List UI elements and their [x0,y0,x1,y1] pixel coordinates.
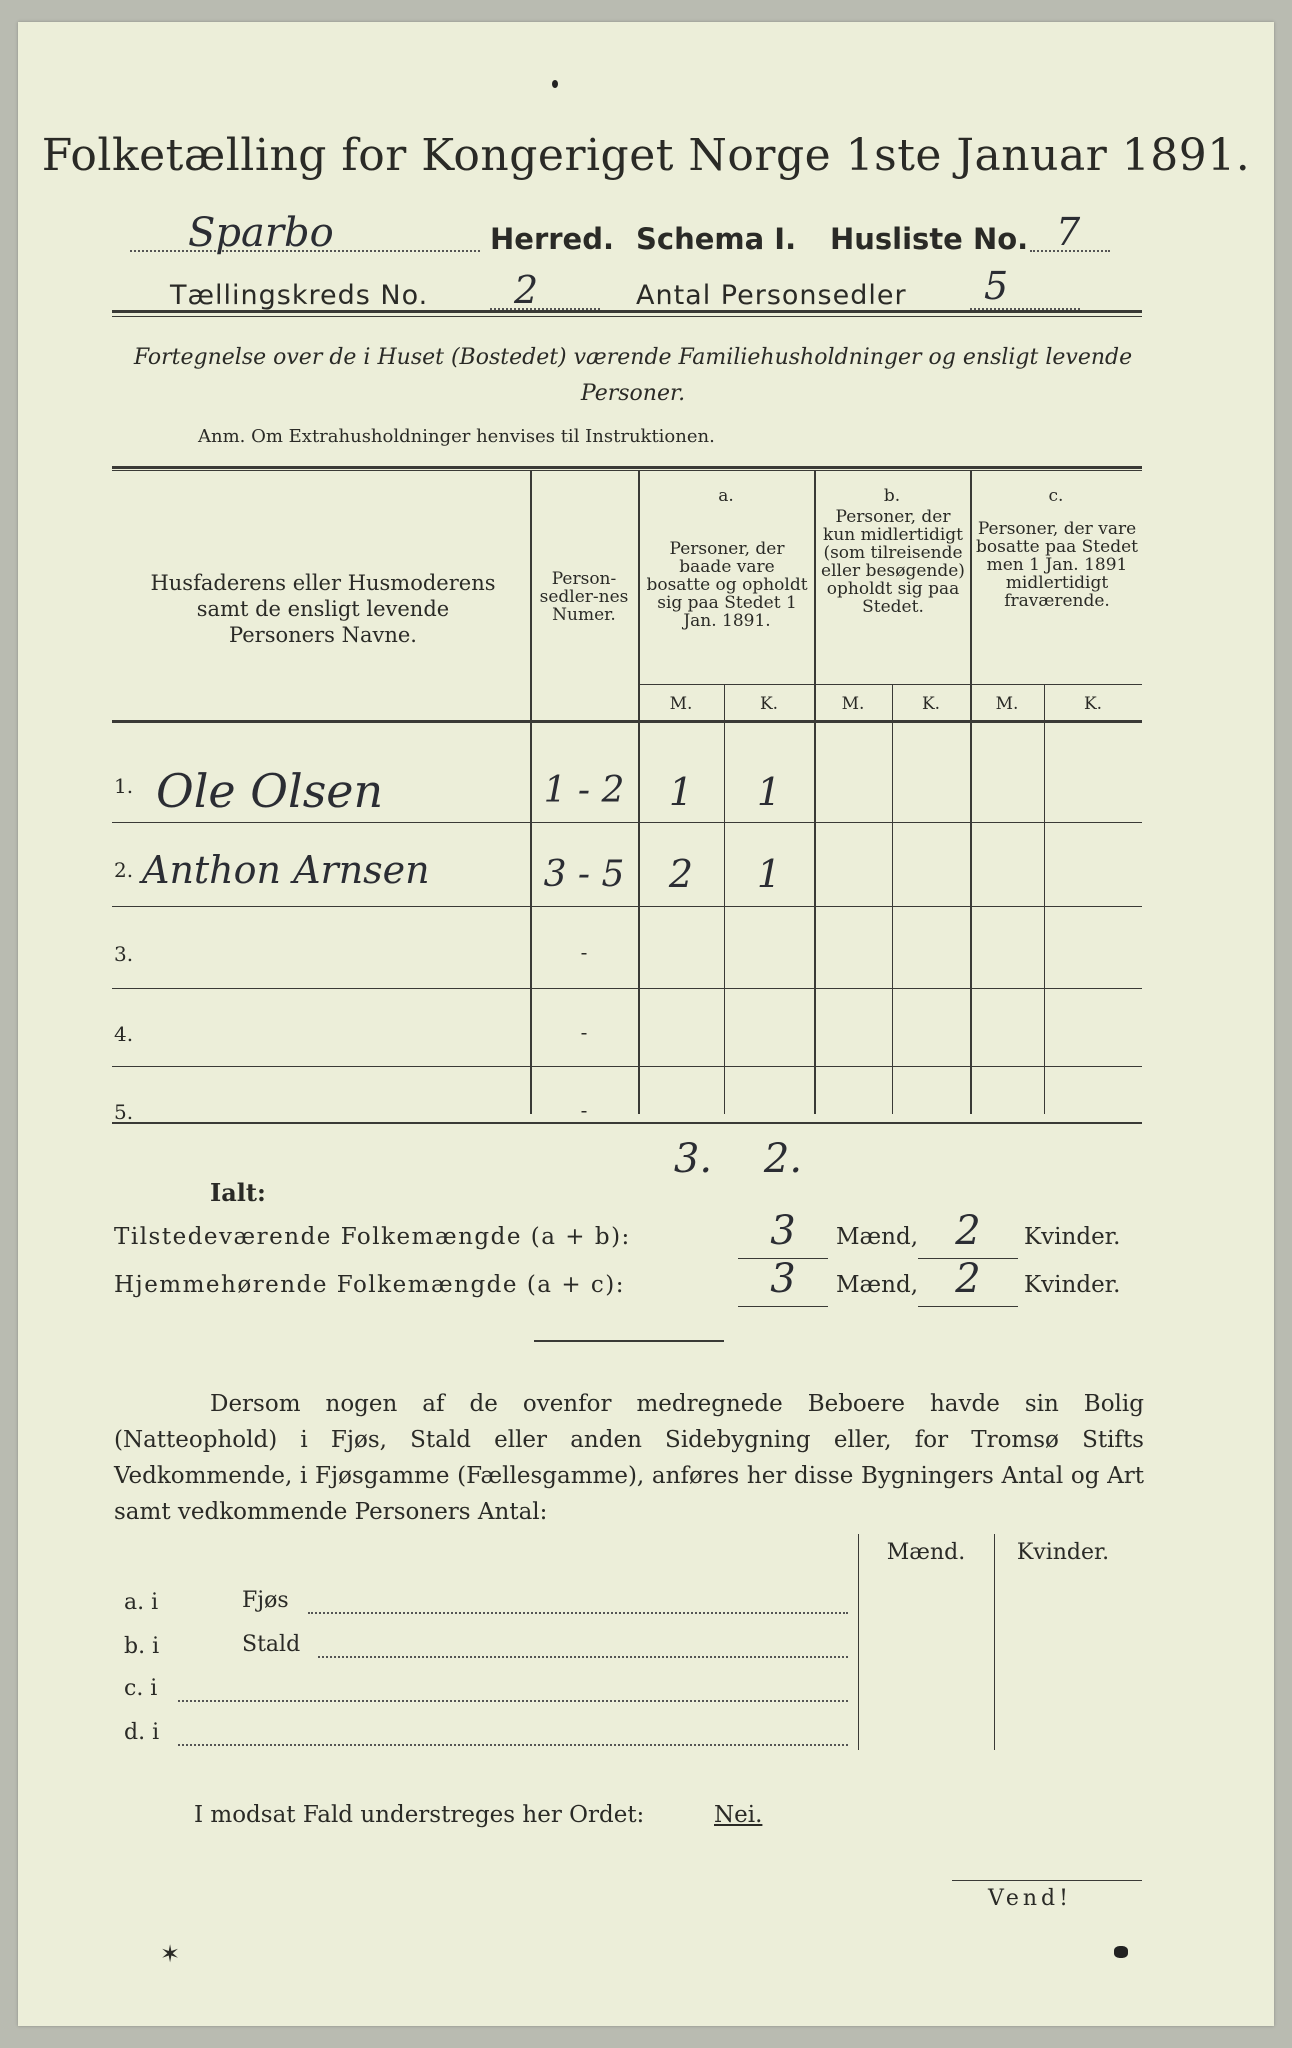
husliste-label: Husliste No. [830,222,1029,256]
building-leader [318,1656,848,1658]
row-rule [112,988,1142,989]
building-leader [308,1612,848,1614]
form-subtitle: Fortegnelse over de i Huset (Bostedet) værende Familiehusholdninger og ensligt levende Personer. [133,345,1133,406]
building-letter: a. i [124,1590,159,1615]
hjemme-k: 2 [955,1256,981,1302]
row-numer: 3 - 5 [543,854,625,895]
buildings-divider [994,1534,995,1750]
col-divider [1044,684,1045,1114]
row-name: Ole Olsen [156,764,384,818]
table-bottom-rule [112,1122,1142,1124]
col-c-k: K. [1083,694,1103,714]
row-rule [112,1066,1142,1067]
col-c-m: M. [995,694,1019,714]
anm-note: Anm. Om Extrahusholdninger henvises til Instruktionen. [198,426,715,447]
separator-rule [534,1340,724,1342]
schema-label: Schema I. [636,222,797,256]
tilsted-k: 2 [955,1208,981,1254]
row-name: Anthon Arnsen [142,848,430,892]
buildings-divider [858,1534,859,1750]
col-b-header: Personer, der kun midlertidigt (som tilreisende eller besøgende) opholdt sig paa Stedet. [821,507,965,617]
row-a-m: 1 [668,770,694,814]
col-a-k: K. [759,694,779,714]
row-a-k: 1 [756,770,782,814]
kreds-label: Tællingskreds No. [170,280,429,311]
col-divider [724,684,725,1114]
row-numer: - [580,1098,588,1122]
footer-instruction: I modsat Fald understreges her Ordet: [194,1802,645,1828]
buildings-maend-header: Mænd. [886,1540,966,1565]
ink-mark [552,80,558,88]
building-letter: c. i [124,1676,158,1701]
ink-mark [1114,1946,1128,1958]
row-number: 2. [114,858,134,882]
row-a-k: 1 [756,852,782,896]
col-a-letter: a. [718,486,734,506]
hjemme-m: 3 [770,1256,796,1302]
herred-label: Herred. [490,222,614,256]
row-rule [112,906,1142,907]
table-top-rule [112,466,1142,469]
vend-label: Vend! [988,1886,1072,1911]
table-top-rule-2 [112,470,1142,471]
row-numer: 1 - 2 [543,770,625,811]
footer-word-nei: Nei. [714,1802,763,1828]
header-bottom-rule [112,720,1142,723]
col-divider [814,470,816,1114]
row-numer: - [580,1020,588,1044]
buildings-kvinder-header: Kvinder. [1016,1540,1110,1565]
hjemme-label: Hjemmehørende Folkemængde (a + c): [114,1272,625,1298]
antal-value: 5 [984,264,1009,308]
row-number: 1. [114,774,134,798]
hjemme-k-line [918,1306,1018,1307]
building-label: Fjøs [242,1588,289,1613]
building-label: Stald [242,1632,301,1657]
col-a-header: Personer, der baade vare bosatte og opholdt sig paa Stedet 1 Jan. 1891. [646,539,808,631]
col-b-m: M. [841,694,865,714]
col-c-header: Personer, der vare bosatte paa Stedet men 1 Jan. 1891 midlertidigt fraværende. [976,519,1138,611]
tilsted-kvinder: Kvinder. [1024,1224,1121,1250]
ialt-label: Ialt: [210,1178,266,1207]
hjemme-maend: Mænd, [836,1272,919,1298]
vend-rule [952,1880,1142,1881]
building-leader [178,1744,848,1746]
form-title: Folketælling for Kongeriget Norge 1ste Januar 1891. [41,130,1251,181]
col-a-m: M. [669,694,693,714]
col-divider [892,684,893,1114]
instruction-paragraph: Dersom nogen af de ovenfor medregnede Beboere havde sin Bolig (Natteophold) i Fjøs, Stald eller anden Sidebygning eller, for Tromsø Stifts Vedkommende, i Fjøsgamme (Fællesgamme), anføres her disse Bygningers Antal og Art samt vedkommende Personers Antal: [114,1391,1144,1525]
col-c-letter: c. [1048,486,1064,506]
kreds-value: 2 [514,268,539,312]
tilsted-maend: Mænd, [836,1224,919,1250]
ialt-m: 3. [673,1136,713,1182]
building-letter: b. i [124,1634,160,1659]
husliste-value: 7 [1056,210,1081,254]
tilsted-m: 3 [770,1208,796,1254]
row-number: 4. [114,1022,134,1046]
census-form-sheet [18,22,1274,2026]
header-rule [112,310,1142,313]
col-numer-header: Person-sedler-nes Numer. [539,569,629,625]
herred-value: Sparbo [188,210,334,256]
col-divider [970,470,972,1114]
ink-mark: ✶ [160,1940,181,1968]
hjemme-kvinder: Kvinder. [1024,1272,1121,1298]
col-name-header: Husfaderens eller Husmoderens samt de ensligt levende Personers Navne. [150,571,496,647]
row-a-m: 2 [668,852,694,896]
ialt-k: 2. [763,1136,803,1182]
col-b-k: K. [921,694,941,714]
tilsted-label: Tilstedeværende Folkemængde (a + b): [114,1224,631,1250]
col-b-letter: b. [883,486,901,506]
antal-label: Antal Personsedler [636,280,907,311]
row-number: 5. [114,1100,134,1124]
building-leader [178,1700,848,1702]
building-letter: d. i [124,1720,160,1745]
row-number: 3. [114,942,134,966]
hjemme-m-line [738,1306,828,1307]
header-rule-2 [112,316,1142,317]
row-numer: - [580,940,588,964]
mk-rule [638,684,1142,685]
row-rule [112,822,1142,823]
